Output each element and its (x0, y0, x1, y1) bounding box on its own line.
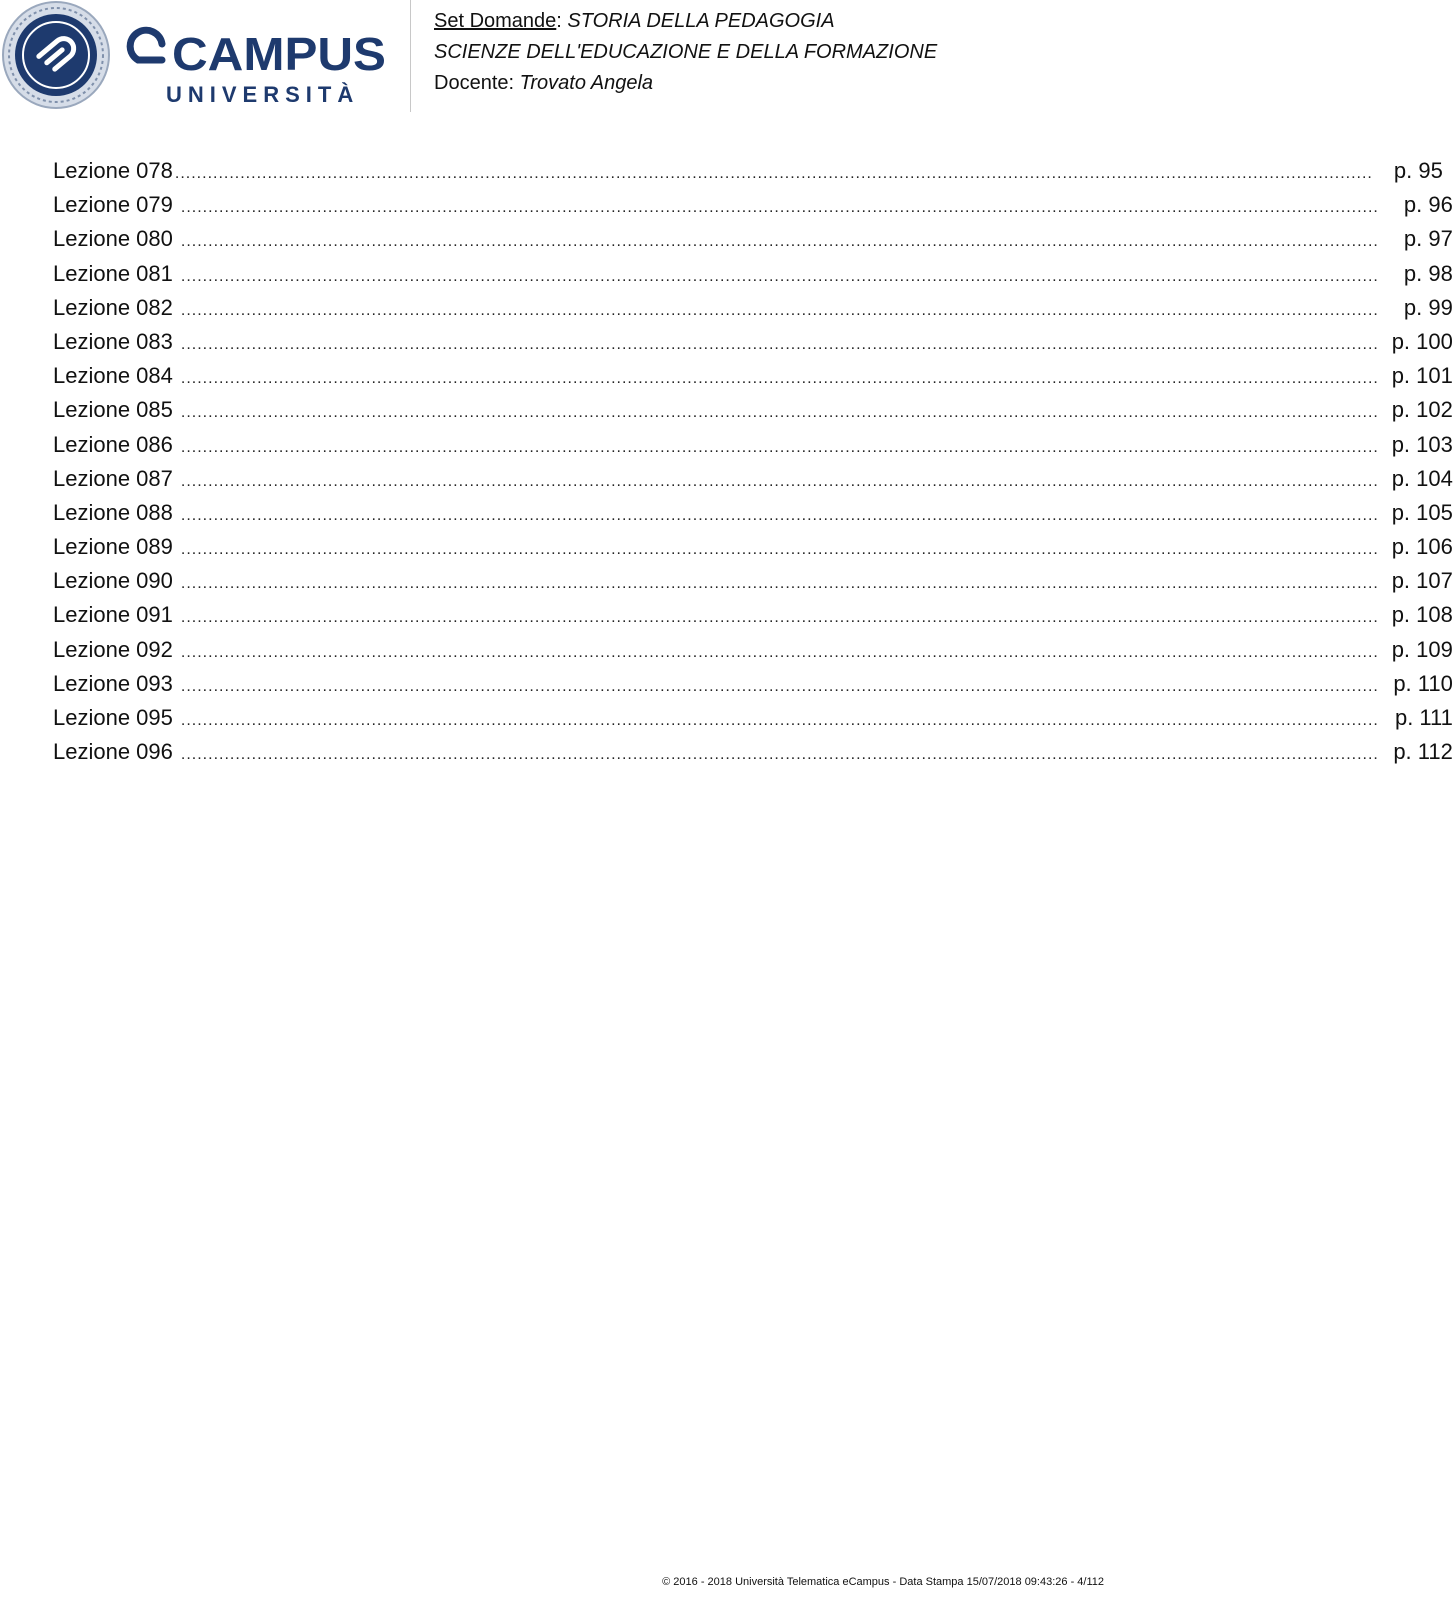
toc-entry-page: p. 109 (1391, 636, 1453, 662)
toc-entry-label: Lezione 081 (53, 260, 173, 286)
toc-entry (53, 294, 1453, 329)
toc-entry-page: p. 106 (1391, 534, 1453, 560)
toc-entry (53, 670, 1453, 705)
ecampus-wordmark-logo (132, 26, 392, 78)
toc-entry-label: Lezione 083 (53, 328, 173, 354)
toc-entry-page: p. 108 (1391, 602, 1453, 628)
toc-entry-label: Lezione 078 (53, 158, 173, 183)
toc-entry (53, 431, 1453, 466)
toc-dot-leader: ............................................................................................................................................................................................................................ (180, 609, 1379, 627)
teacher-name: Trovato Angela (519, 72, 654, 94)
toc-entry-page: p. 105 (1391, 499, 1453, 525)
toc-entry-label: Lezione 091 (53, 602, 173, 628)
toc-entry (53, 602, 1453, 636)
toc-dot-leader: ............................................................................................................................................................................................................................ (180, 301, 1379, 319)
toc-entry-page: p. 103 (1391, 431, 1453, 457)
toc-entry (53, 465, 1453, 500)
toc-dot-leader: ............................................................................................................................................................................................................................ (180, 370, 1379, 388)
toc-entry-page: p. 102 (1391, 397, 1453, 423)
toc-entry (53, 499, 1453, 534)
toc-entry (53, 739, 1453, 773)
toc-entry-page: p. 104 (1391, 465, 1453, 491)
brand-subtitle: UNIVERSITÀ (166, 82, 360, 107)
toc-dot-leader: ............................................................................................................................................................................................................................ (180, 541, 1379, 559)
toc-dot-leader: ............................................................................................................................................................................................................................ (180, 335, 1379, 353)
toc-entry-label: Lezione 086 (53, 431, 173, 457)
toc-entry (53, 397, 1453, 431)
toc-entry-label: Lezione 082 (53, 294, 173, 320)
set-label: Set Domande (434, 10, 557, 32)
toc-dot-leader: ............................................................................................................................................................................................................................ (180, 199, 1379, 217)
toc-dot-leader: ............................................................................................................................................................................................................................ (180, 438, 1379, 456)
toc-entry-label: Lezione 088 (53, 499, 173, 525)
toc-entry (53, 192, 1453, 226)
toc-entry-page: p. 100 (1391, 328, 1453, 354)
toc-entry-page: p. 99 (1403, 294, 1453, 320)
toc-entry-page: p. 101 (1391, 363, 1453, 389)
toc-entry-page: p. 110 (1393, 670, 1453, 696)
toc-dot-leader: ............................................................................................................................................................................................................................ (180, 712, 1379, 729)
toc-dot-leader: ............................................................................................................................................................................................................................ (180, 575, 1379, 593)
toc-entry (53, 158, 1443, 192)
page-header (0, 0, 1112, 112)
table-of-contents (53, 158, 1453, 773)
toc-entry-label: Lezione 090 (53, 568, 173, 594)
toc-entry-label: Lezione 095 (53, 705, 173, 730)
teacher-label: Docente: (434, 72, 515, 94)
toc-dot-leader: ............................................................................................................................................................................................................................ (180, 233, 1379, 251)
ecampus-seal-logo (0, 0, 116, 112)
toc-dot-leader: ............................................................................................................................................................................................................................ (180, 472, 1379, 490)
header-divider (410, 0, 411, 112)
set-line (434, 6, 937, 37)
toc-entry (53, 568, 1453, 602)
teacher-line (434, 68, 937, 99)
toc-entry (53, 260, 1453, 295)
svg-text:CAMPUS: CAMPUS (172, 28, 386, 80)
header-info (434, 6, 937, 99)
toc-entry-page: p. 111 (1394, 705, 1453, 730)
program-name: SCIENZE DELL'EDUCAZIONE E DELLA FORMAZIONE (434, 41, 938, 63)
toc-entry-page: p. 96 (1403, 192, 1453, 218)
toc-dot-leader: ............................................................................................................................................................................................................................ (180, 677, 1379, 695)
toc-dot-leader: ............................................................................................................................................................................................................................ (180, 506, 1379, 524)
toc-entry-page: p. 98 (1403, 260, 1453, 286)
toc-entry-label: Lezione 096 (53, 739, 173, 765)
toc-entry (53, 636, 1453, 671)
toc-entry (53, 226, 1453, 260)
toc-entry-page: p. 112 (1393, 739, 1453, 765)
toc-entry-label: Lezione 080 (53, 226, 173, 252)
toc-entry-label: Lezione 079 (53, 192, 173, 218)
toc-entry-label: Lezione 085 (53, 397, 173, 423)
toc-dot-leader: ............................................................................................................................................................................................................................ (180, 746, 1379, 764)
toc-entry-label: Lezione 084 (53, 363, 173, 389)
toc-entry (53, 363, 1453, 397)
toc-entry-label: Lezione 093 (53, 670, 173, 696)
set-separator: : (556, 10, 562, 32)
toc-entry-page: p. 97 (1403, 226, 1453, 252)
toc-entry-page: p. 107 (1391, 568, 1453, 594)
toc-entry-label: Lezione 092 (53, 636, 173, 662)
toc-entry-label: Lezione 087 (53, 465, 173, 491)
page-footer: © 2016 - 2018 Università Telematica eCampus - Data Stampa 15/07/2018 09:43:26 - 4/112 (662, 1576, 1104, 1588)
course-title: STORIA DELLA PEDAGOGIA (567, 10, 835, 32)
toc-entry-page: p. 95 (1393, 158, 1443, 183)
toc-entry (53, 705, 1453, 739)
toc-dot-leader: ............................................................................................................................................................................................................................ (174, 165, 1373, 182)
toc-entry-label: Lezione 089 (53, 534, 173, 560)
toc-entry (53, 534, 1453, 568)
toc-dot-leader: ............................................................................................................................................................................................................................ (180, 404, 1379, 422)
toc-dot-leader: ............................................................................................................................................................................................................................ (180, 643, 1379, 661)
toc-dot-leader: ............................................................................................................................................................................................................................ (180, 267, 1379, 285)
toc-entry (53, 328, 1453, 363)
